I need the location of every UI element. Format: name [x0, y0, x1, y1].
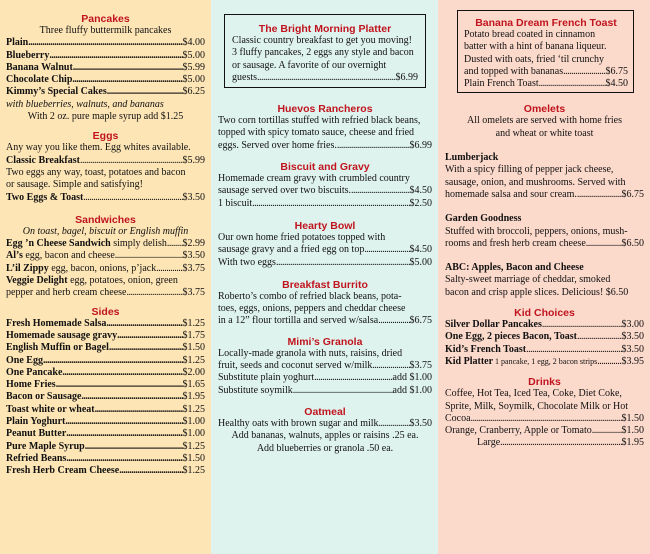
menu-item: With two eggs ..... $5.00 — [218, 257, 432, 269]
menu-item: pepper and herb cream cheese ..... $3.75 — [6, 287, 205, 299]
menu-item: Kid’s French Toast ..... $3.50 — [445, 344, 644, 356]
pancakes-heading: Pancakes — [81, 13, 130, 25]
abc-description: Salty-sweet marriage of cheddar, smoked — [445, 274, 611, 286]
menu-item: in a 12” flour tortilla and served w/salsa ..... $6.75 — [218, 315, 432, 327]
omelets-description: All omelets are served with home fries — [467, 115, 622, 127]
pancakes-syrup-note: With 2 oz. pure maple syrup add $1.25 — [27, 111, 184, 123]
menu-item: Bacon or Sausage ..... $1.95 — [6, 391, 205, 403]
oatmeal-heading: Oatmeal — [304, 405, 346, 418]
menu-item: One Egg ..... $1.25 — [6, 355, 205, 367]
menu-item: Plain ..... $4.00 — [6, 37, 205, 49]
menu-item: One Pancake ..... $2.00 — [6, 367, 205, 379]
menu-item: Substitute plain yoghurt ..... add $1.00 — [218, 372, 432, 384]
sandwiches-heading: Sandwiches — [75, 213, 136, 226]
hearty-description: Our own home fried potatoes topped with — [218, 231, 386, 243]
platter-description: 3 fluffy pancakes, 2 eggs any style and bacon — [232, 47, 414, 59]
menu-item: rooms and fresh herb cream cheese ..... $6.50 — [445, 238, 644, 250]
omelets-description: and wheat or white toast — [495, 127, 594, 139]
menu-item: Silver Dollar Pancakes ..... $3.00 — [445, 319, 644, 331]
sides-list — [6, 318, 205, 478]
drinks-heading: Drinks — [528, 376, 561, 389]
eggs-heading: Eggs — [92, 130, 119, 143]
menu-item: Two Eggs & Toast ..... $3.50 — [6, 192, 205, 204]
menu-item: Plain French Toast ..... $4.50 — [464, 78, 628, 90]
banana-toast-description: batter with a hint of banana liqueur. — [464, 41, 607, 53]
menu-item: Substitute soymilk ..... add $1.00 — [218, 385, 432, 397]
menu-item: Kimmy’s Special Cakes ..... $6.25 — [6, 86, 205, 98]
menu-item: Egg ’n Cheese Sandwich simply delish ..... $2.99 — [6, 238, 205, 250]
classic-breakfast-description: or sausage. Simple and satisfying! — [6, 179, 143, 191]
huevos-heading: Huevos Rancheros — [277, 103, 373, 116]
banana-toast-description: Potato bread coated in cinnamon — [464, 29, 596, 40]
pancakes-description: Three fluffy buttermilk pancakes — [39, 25, 172, 36]
banana-toast-description: Dusted with oats, fried ‘til crunchy — [464, 53, 604, 65]
oatmeal-addons: Add blueberries or granola .50 ea. — [256, 442, 394, 454]
burrito-description: Roberto’s combo of refried black beans, pota- — [218, 290, 402, 302]
menu-item: Toast white or wheat ..... $1.25 — [6, 404, 205, 416]
lumberjack-description: With a spicy filling of pepper jack cheese, — [445, 164, 614, 176]
menu-item: fruit, seeds and coconut served w/milk ..... $3.75 — [218, 360, 432, 372]
menu-item: Fresh Homemade Salsa ..... $1.25 — [6, 318, 205, 330]
granola-description: Locally-made granola with nuts, raisins, dried — [218, 347, 403, 359]
menu-item: Large ..... $1.95 — [445, 437, 644, 449]
menu-column-center — [211, 0, 438, 554]
menu-column-right — [438, 0, 650, 554]
menu-item: Classic Breakfast ..... $5.99 — [6, 155, 205, 167]
burrito-heading: Breakfast Burrito — [282, 278, 368, 291]
menu-item: 1 biscuit ..... $2.50 — [218, 198, 432, 210]
platter-description: Classic country breakfast to get you moving! — [232, 35, 412, 46]
garden-description: Stuffed with broccoli, peppers, onions, mush- — [445, 225, 628, 237]
lumberjack-title: Lumberjack — [445, 152, 499, 164]
menu-item: Peanut Butter ..... $1.00 — [6, 428, 205, 440]
abc-title: ABC: Apples, Bacon and Cheese — [445, 262, 584, 274]
granola-heading: Mimi’s Granola — [287, 335, 363, 348]
huevos-description: Two corn tortillas stuffed with refried black beans, — [218, 115, 421, 127]
menu-item: English Muffin or Bagel ..... $1.50 — [6, 342, 205, 354]
abc-description: bacon and crisp apple slices. Delicious! $6.50 — [445, 286, 629, 298]
classic-breakfast-description: Two eggs any way, toast, potatoes and bacon — [6, 166, 186, 178]
pancakes-special-note: with blueberries, walnuts, and bananas — [6, 98, 164, 110]
menu-column-left — [0, 0, 211, 554]
huevos-description: topped with spicy tomato sauce, cheese and fried — [218, 127, 415, 139]
burrito-description: toes, eggs, onions, peppers and cheddar cheese — [218, 303, 406, 315]
menu-item: and topped with bananas ..... $6.75 — [464, 66, 628, 78]
menu-item: One Egg, 2 pieces Bacon, Toast ..... $3.50 — [445, 331, 644, 343]
menu-item: Pure Maple Syrup ..... $1.25 — [6, 441, 205, 453]
veggie-delight-item: Veggie Delight egg, potatoes, onion, green — [6, 275, 178, 287]
menu-item: Home Fries ..... $1.65 — [6, 379, 205, 391]
menu-item: Blueberry ..... $5.00 — [6, 50, 205, 62]
menu-item: Chocolate Chip ..... $5.00 — [6, 74, 205, 86]
menu-item: Cocoa ..... $1.50 — [445, 413, 644, 425]
platter-box — [224, 14, 426, 88]
menu-item: Fresh Herb Cream Cheese ..... $1.25 — [6, 465, 205, 477]
banana-toast-heading: Banana Dream French Toast — [475, 17, 617, 29]
sandwiches-description: On toast, bagel, biscuit or English muffin — [22, 225, 189, 237]
menu-item: homemade salsa and sour cream. ..... $6.75 — [445, 189, 644, 201]
menu-item: Orange, Cranberry, Apple or Tomato ..... $1.50 — [445, 425, 644, 437]
hearty-heading: Hearty Bowl — [294, 219, 356, 232]
banana-toast-box — [457, 10, 634, 93]
garden-title: Garden Goodness — [445, 213, 522, 225]
menu-item: eggs. Served over home fries. ..... $6.99 — [218, 140, 432, 152]
menu-item: Al’s egg, bacon and cheese ..... $3.50 — [6, 250, 205, 262]
drinks-description: Sprite, Milk, Soymilk, Chocolate Milk or Hot — [445, 400, 629, 412]
menu-item: sausage gravy and a fried egg on top ..... $4.50 — [218, 244, 432, 256]
platter-description: or sausage. A favorite of our overnight — [232, 59, 387, 71]
lumberjack-description: sausage, onion, and mushrooms. Served with — [445, 176, 626, 188]
menu-item: Homemade sausage gravy ..... $1.75 — [6, 330, 205, 342]
biscuit-heading: Biscuit and Gravy — [280, 161, 370, 174]
menu-item: Refried Beans ..... $1.50 — [6, 453, 205, 465]
menu-item: guests ..... $6.99 — [232, 72, 418, 84]
sides-heading: Sides — [91, 305, 120, 318]
platter-heading: The Bright Morning Platter — [258, 23, 392, 35]
menu-item: Healthy oats with brown sugar and milk ..... $3.50 — [218, 418, 432, 430]
menu-item: Banana Walnut ..... $5.99 — [6, 62, 205, 74]
omelets-heading: Omelets — [523, 103, 566, 116]
oatmeal-addons: Add bananas, walnuts, apples or raisins .25 ea. — [231, 430, 419, 442]
eggs-description: Any way you like them. Egg whites available. — [6, 142, 191, 154]
kids-heading: Kid Choices — [514, 307, 575, 320]
menu-item: L’il Zippy egg, bacon, onions, p’jack ..... $3.75 — [6, 263, 205, 275]
biscuit-description: Homemade cream gravy with crumbled country — [218, 173, 410, 185]
menu-item: Kid Platter 1 pancake, 1 egg, 2 bacon strips ..... $3.95 — [445, 356, 644, 368]
menu-item: sausage served over two biscuits. ..... $4.50 — [218, 185, 432, 197]
menu-item: Plain Yoghurt ..... $1.00 — [6, 416, 205, 428]
drinks-description: Coffee, Hot Tea, Iced Tea, Coke, Diet Coke, — [445, 388, 622, 400]
